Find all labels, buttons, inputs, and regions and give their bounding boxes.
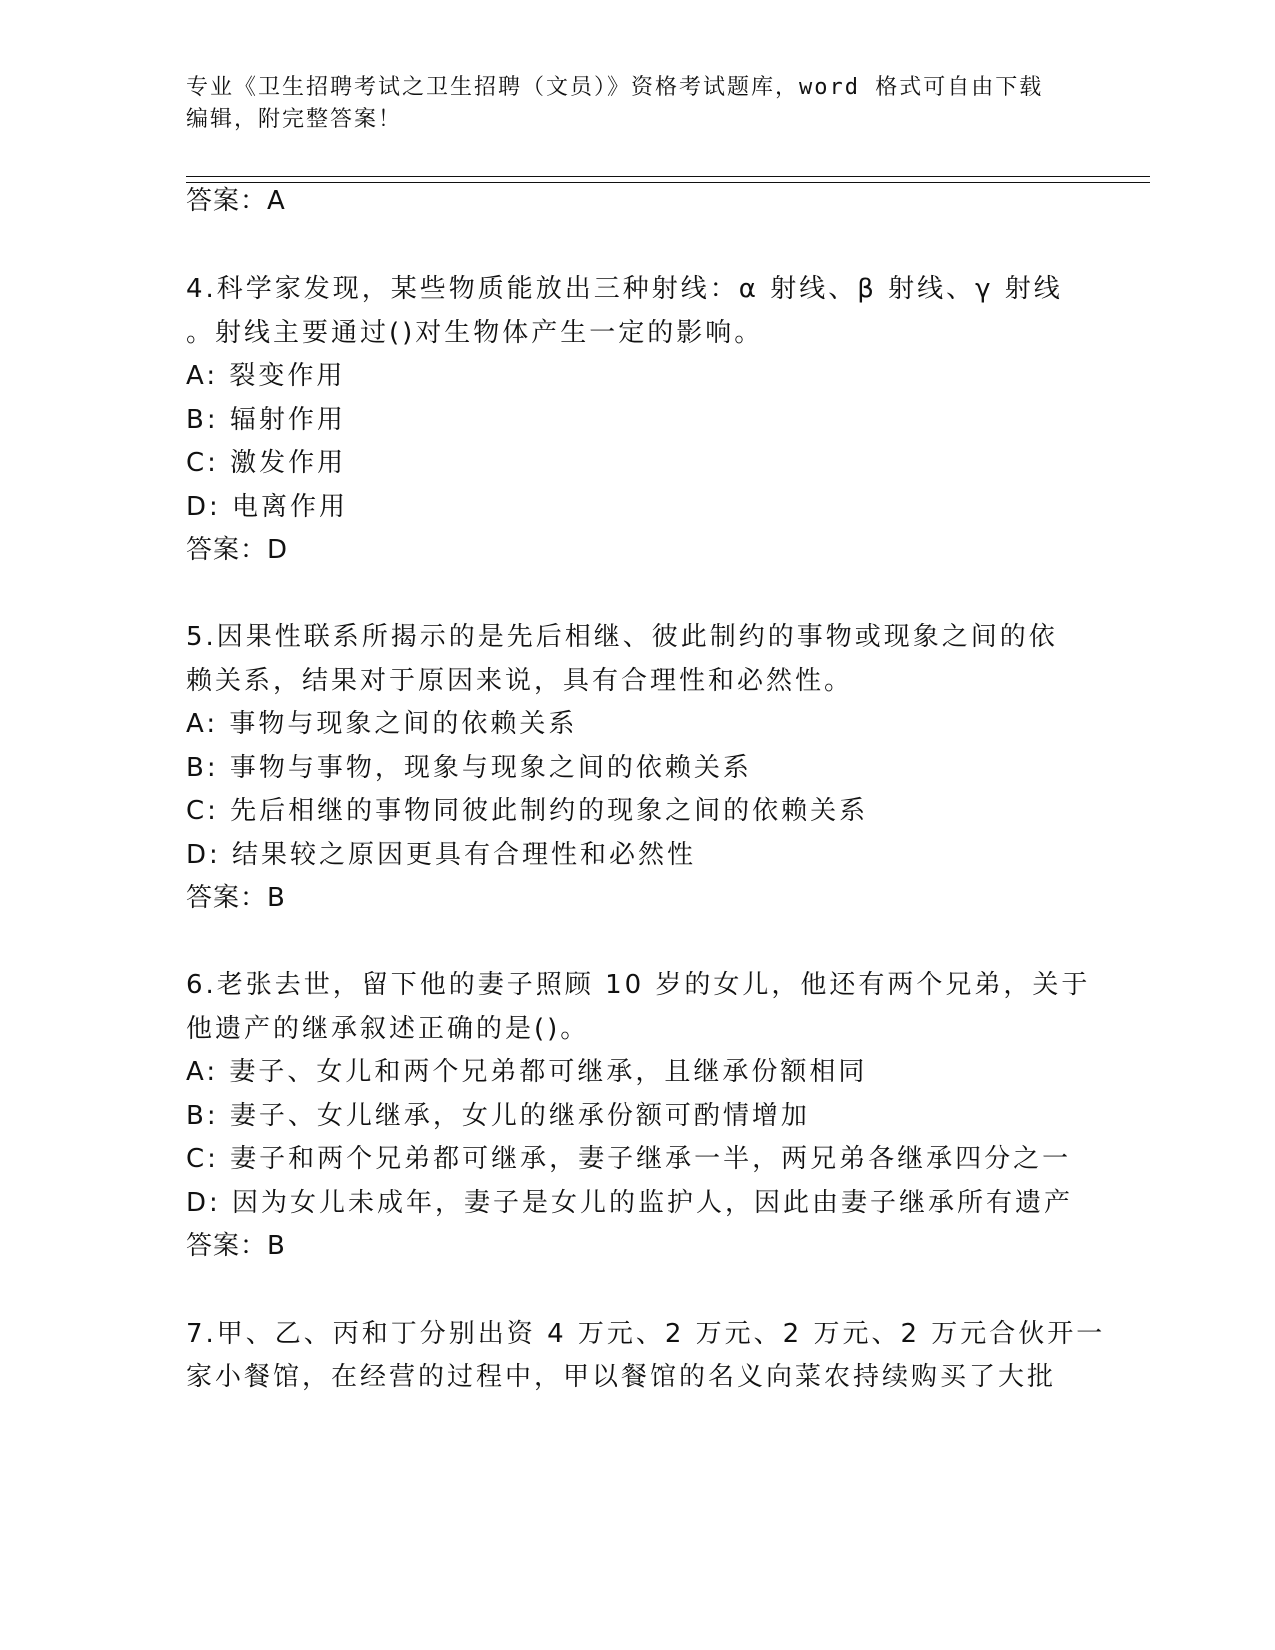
q6-option-d: D: 因为女儿未成年，妻子是女儿的监护人，因此由妻子继承所有遗产 [186,1188,1074,1218]
q4-text-line-2: 。射线主要通过()对生物体产生一定的影响。 [186,318,764,348]
q6-text-line-2: 他遗产的继承叙述正确的是()。 [186,1014,590,1044]
q5-option-b: B: 事物与事物，现象与现象之间的依赖关系 [186,753,752,783]
q4-text-line-1: 4.科学家发现，某些物质能放出三种射线：α 射线、β 射线、γ 射线 [186,274,1063,304]
q4-option-c: C: 激发作用 [186,448,347,478]
q5-text-line-1: 5.因果性联系所揭示的是先后相继、彼此制约的事物或现象之间的依 [186,622,1058,652]
header-line-1: 专业《卫生招聘考试之卫生招聘（文员）》资格考试题库，word 格式可自由下载 [186,75,1044,100]
page-header [186,72,1066,136]
q4-option-a: A: 裂变作用 [186,361,346,391]
q6-option-b: B: 妻子、女儿继承，女儿的继承份额可酌情增加 [186,1101,810,1131]
q6-option-a: A: 妻子、女儿和两个兄弟都可继承，且继承份额相同 [186,1057,868,1087]
q5-option-c: C: 先后相继的事物同彼此制约的现象之间的依赖关系 [186,796,869,826]
q4-answer: 答案：D [186,535,289,565]
q6-text-line-1: 6.老张去世，留下他的妻子照顾 10 岁的女儿，他还有两个兄弟，关于 [186,970,1091,1000]
q7-text-line-1: 7.甲、乙、丙和丁分别出资 4 万元、2 万元、2 万元、2 万元合伙开一 [186,1319,1106,1349]
q4-option-b: B: 辐射作用 [186,405,346,435]
q7-text-line-2: 家小餐馆，在经营的过程中，甲以餐馆的名义向菜农持续购买了大批 [186,1362,1057,1392]
header-divider [186,176,1150,183]
q6-answer: 答案：B [186,1231,286,1261]
q5-answer: 答案：B [186,883,286,913]
header-line-2: 编辑，附完整答案！ [186,107,403,132]
q4-option-d: D: 电离作用 [186,492,349,522]
q5-text-line-2: 赖关系，结果对于原因来说，具有合理性和必然性。 [186,666,854,696]
q5-option-d: D: 结果较之原因更具有合理性和必然性 [186,840,697,870]
q5-option-a: A: 事物与现象之间的依赖关系 [186,709,578,739]
q6-option-c: C: 妻子和两个兄弟都可继承，妻子继承一半，两兄弟各继承四分之一 [186,1144,1072,1174]
answer-prev: 答案：A [186,186,286,216]
